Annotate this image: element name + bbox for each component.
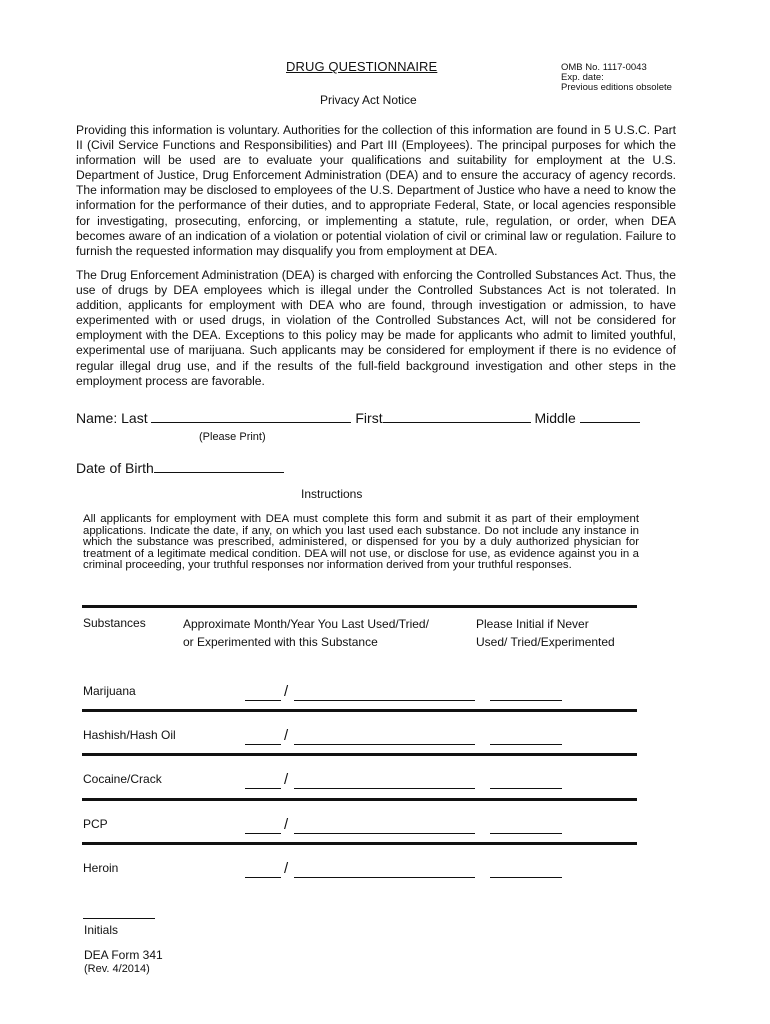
- dob-row: [76, 458, 284, 476]
- month-field[interactable]: [245, 700, 281, 701]
- row-divider: [82, 842, 637, 845]
- col-header-approx-line2: or Experimented with this Substance: [183, 635, 378, 649]
- omb-block: [561, 63, 672, 93]
- last-name-field[interactable]: [151, 408, 351, 423]
- substance-name: Marijuana: [83, 684, 136, 698]
- year-field[interactable]: [294, 833, 475, 834]
- privacy-heading: Privacy Act Notice: [320, 93, 417, 107]
- form-title: DRUG QUESTIONNAIRE: [286, 59, 438, 74]
- year-field[interactable]: [294, 700, 475, 701]
- month-field[interactable]: [245, 877, 281, 878]
- year-field[interactable]: [294, 877, 475, 878]
- year-field[interactable]: [294, 744, 475, 745]
- substance-name: Heroin: [83, 861, 119, 875]
- table-top-rule: [82, 605, 637, 608]
- instructions-text: All applicants for employment with DEA must complete this form and submit it as part of their employment applications. Indicate the date, if any, on which you last used each substance. Do not include any instance in which the substance was prescribed, administered, or dispensed for you by a duly authorized physician for treatment of a legitimate medical condition. DEA will not use, or disclose for use, as evidence against you in a criminal proceeding, your truthful responses nor information derived from your truthful responses.: [83, 513, 639, 572]
- year-field[interactable]: [294, 788, 475, 789]
- name-row: [76, 408, 640, 426]
- col-header-initial-line2: Used/ Tried/Experimented: [476, 635, 615, 649]
- month-field[interactable]: [245, 833, 281, 834]
- col-header-substances: Substances: [83, 616, 146, 630]
- middle-name-field[interactable]: [580, 408, 640, 423]
- last-label: Last: [121, 410, 148, 426]
- instructions-heading: Instructions: [301, 487, 363, 501]
- row-divider: [82, 709, 637, 712]
- form-id: DEA Form 341: [84, 948, 163, 962]
- initial-field[interactable]: [490, 788, 562, 789]
- first-name-field[interactable]: [383, 408, 531, 423]
- initial-field[interactable]: [490, 744, 562, 745]
- name-label: Name:: [76, 410, 118, 426]
- first-label: First: [355, 410, 383, 426]
- row-divider: [82, 753, 637, 756]
- initial-field[interactable]: [490, 700, 562, 701]
- date-separator: /: [284, 771, 289, 788]
- col-header-initial-line1: Please Initial if Never: [476, 617, 589, 631]
- dob-field[interactable]: [154, 458, 284, 473]
- date-separator: /: [284, 727, 289, 744]
- col-header-initial: [476, 615, 615, 651]
- col-header-approx-line1: Approximate Month/Year You Last Used/Tried/: [183, 617, 429, 631]
- initial-field[interactable]: [490, 833, 562, 834]
- previous-editions-note: Previous editions obsolete: [561, 82, 672, 93]
- middle-label: Middle: [534, 410, 576, 426]
- exp-date: Exp. date:: [561, 72, 604, 83]
- dob-label: Date of Birth: [76, 460, 154, 476]
- date-separator: /: [284, 860, 289, 877]
- initial-field[interactable]: [490, 877, 562, 878]
- col-header-approx-date: [183, 615, 429, 651]
- substance-name: Hashish/Hash Oil: [83, 728, 176, 742]
- row-divider: [82, 798, 637, 801]
- date-separator: /: [284, 816, 289, 833]
- substance-name: Cocaine/Crack: [83, 772, 162, 786]
- privacy-paragraph: Providing this information is voluntary. Authorities for the collection of this information are found in 5 U.S.C. Part II (Civil Service Functions and Responsibilities) and Part III (Employees). The principal purposes for which the information will be used are to evaluate your qualifications and suitability for employment at the U.S. Department of Justice, Drug Enforcement Administration (DEA) and to ensure the accuracy of agency records. The information may be disclosed to employees of the U.S. Department of Justice who have a need to know the information for the performance of their duties, and to appropriate Federal, State, or local agencies responsible for investigating, prosecuting, enforcing, or implementing a statute, rule, regulation, or order, when DEA becomes aware of an indication of a violation or potential violation of civil or criminal law or regulation. Failure to furnish the requested information may disqualify you from employment at DEA.: [76, 123, 676, 258]
- date-separator: /: [284, 683, 289, 700]
- initials-label: Initials: [84, 923, 119, 937]
- omb-number: OMB No. 1117-0043: [561, 62, 647, 73]
- form-revision: (Rev. 4/2014): [84, 963, 150, 975]
- initials-field[interactable]: [83, 918, 155, 919]
- month-field[interactable]: [245, 744, 281, 745]
- month-field[interactable]: [245, 788, 281, 789]
- please-print-note: (Please Print): [199, 431, 266, 443]
- policy-paragraph: The Drug Enforcement Administration (DEA) is charged with enforcing the Controlled Substances Act. Thus, the use of drugs by DEA employees which is illegal under the Controlled Substances Act is not tolerated. In addition, applicants for employment with DEA who are found, through investigation or admission, to have experimented with or used drugs, in violation of the Controlled Substances Act, will not be considered for employment with the DEA. Exceptions to this policy may be made for applicants who admit to limited youthful, experimental use of marijuana. Such applicants may be considered for employment if there is no evidence of regular illegal drug use, and if the results of the full-field background investigation and other steps in the employment process are favorable.: [76, 268, 676, 388]
- substance-name: PCP: [83, 817, 108, 831]
